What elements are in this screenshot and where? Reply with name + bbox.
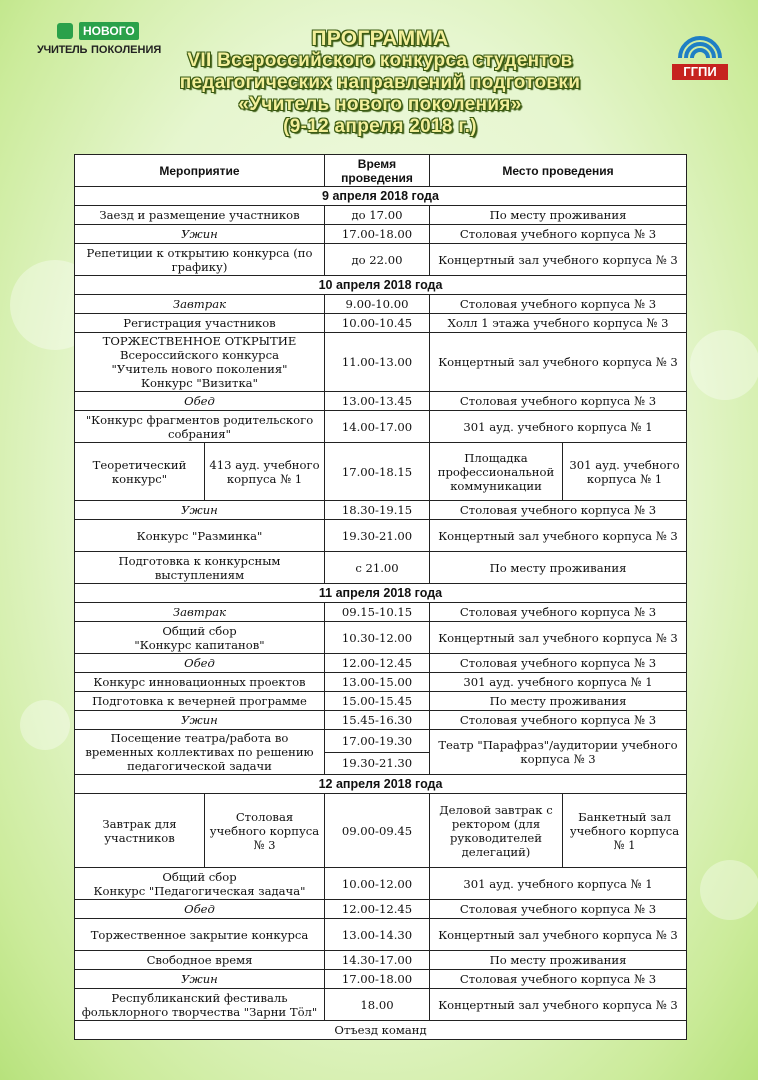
schedule-table	[74, 154, 687, 1040]
checkmark-icon	[57, 23, 73, 39]
event-cell: Регистрация участников	[75, 314, 325, 333]
day-label: 12 апреля 2018 года	[75, 775, 687, 794]
time-cell: 9.00-10.00	[325, 295, 430, 314]
event-cell: Репетиции к открытию конкурса (по графику)	[75, 244, 325, 276]
place-cell: Театр "Парафраз"/аудитории учебного корпуса № 3	[430, 730, 687, 775]
time-cell: 15.45-16.30	[325, 711, 430, 730]
time-cell: 19.30-21.00	[325, 520, 430, 552]
place-cell: По месту проживания	[430, 692, 687, 711]
event-cell: Посещение театра/работа во временных коллективах по решению педагогической задачи	[75, 730, 325, 775]
table-row	[75, 692, 687, 711]
title-line-2: VII Всероссийского конкурса студентов	[187, 50, 573, 71]
background-bubble	[700, 860, 758, 920]
time-cell: 17.00-19.30	[325, 730, 430, 753]
event-line: "Учитель нового поколения"	[111, 362, 288, 376]
day-row	[75, 775, 687, 794]
event-cell: Заезд и размещение участников	[75, 206, 325, 225]
time-cell: 10.30-12.00	[325, 622, 430, 654]
table-row	[75, 919, 687, 951]
title-line-5: (9-12 апреля 2018 г.)	[283, 116, 477, 137]
event-cell: Конкурс "Разминка"	[75, 520, 325, 552]
table-row	[75, 225, 687, 244]
background-bubble	[20, 700, 70, 750]
program-title	[110, 28, 650, 138]
header	[0, 0, 758, 150]
table-row	[75, 501, 687, 520]
time-cell: 10.00-10.45	[325, 314, 430, 333]
place-cell: Столовая учебного корпуса № 3	[430, 711, 687, 730]
day-label: 11 апреля 2018 года	[75, 584, 687, 603]
table-row	[75, 654, 687, 673]
event-line: Всероссийского конкурса	[119, 348, 280, 362]
event-cell: Обед	[75, 392, 325, 411]
table-row	[75, 314, 687, 333]
event-cell: Теоретический конкурс"	[75, 443, 205, 501]
event-line: "Конкурс капитанов"	[134, 637, 265, 652]
event-line: Конкурс "Визитка"	[141, 376, 258, 390]
event-cell: Подготовка к конкурсным выступлениям	[75, 552, 325, 584]
logo-word-uchitel: УЧИТЕЛЬ	[37, 44, 88, 56]
header-place: Место проведения	[430, 155, 687, 187]
time-cell: 12.00-12.45	[325, 900, 430, 919]
event-line: Общий сбор	[162, 869, 237, 884]
place-cell: 301 ауд. учебного корпуса № 1	[430, 868, 687, 900]
time-cell: 13.00-13.45	[325, 392, 430, 411]
day-row	[75, 584, 687, 603]
table-row	[75, 622, 687, 654]
event-cell: Обед	[75, 900, 325, 919]
place-cell: Концертный зал учебного корпуса № 3	[430, 520, 687, 552]
table-row	[75, 1021, 687, 1040]
day-row	[75, 187, 687, 206]
table-row	[75, 244, 687, 276]
time-cell: 18.00	[325, 989, 430, 1021]
event-cell: Республиканский фестиваль фольклорного творчества "Зарни Тӧл"	[75, 989, 325, 1021]
table-row	[75, 411, 687, 443]
place-cell: По месту проживания	[430, 552, 687, 584]
table-row	[75, 730, 687, 753]
time-cell: до 22.00	[325, 244, 430, 276]
time-cell: 17.00-18.15	[325, 443, 430, 501]
event-cell: Ужин	[75, 711, 325, 730]
table-row	[75, 970, 687, 989]
title-line-1: ПРОГРАММА	[311, 27, 449, 50]
table-row	[75, 989, 687, 1021]
place-cell: Столовая учебного корпуса № 3	[430, 392, 687, 411]
event-cell: Завтрак	[75, 295, 325, 314]
time-cell: 15.00-15.45	[325, 692, 430, 711]
time-cell: 13.00-15.00	[325, 673, 430, 692]
time-cell: 09.00-09.45	[325, 794, 430, 868]
place-cell: 301 ауд. учебного корпуса № 1	[563, 443, 687, 501]
place-cell: Концертный зал учебного корпуса № 3	[430, 622, 687, 654]
event-cell: Ужин	[75, 970, 325, 989]
time-cell: 18.30-19.15	[325, 501, 430, 520]
table-row	[75, 673, 687, 692]
event-line: Общий сбор	[162, 623, 237, 638]
time-cell: 13.00-14.30	[325, 919, 430, 951]
table-row	[75, 333, 687, 392]
day-label: 10 апреля 2018 года	[75, 276, 687, 295]
time-cell: с 21.00	[325, 552, 430, 584]
time-cell: до 17.00	[325, 206, 430, 225]
table-row	[75, 868, 687, 900]
place-cell: Банкетный зал учебного корпуса № 1	[563, 794, 687, 868]
place-cell: Концертный зал учебного корпуса № 3	[430, 919, 687, 951]
place-cell: Столовая учебного корпуса № 3	[205, 794, 325, 868]
header-event: Мероприятие	[75, 155, 325, 187]
event-cell: "Конкурс фрагментов родительского собрания"	[75, 411, 325, 443]
event-cell	[75, 868, 325, 900]
event-line: Конкурс "Педагогическая задача"	[93, 883, 306, 898]
time-cell: 11.00-13.00	[325, 333, 430, 392]
time-cell: 14.30-17.00	[325, 951, 430, 970]
event-cell: Завтрак для участников	[75, 794, 205, 868]
place-cell: Столовая учебного корпуса № 3	[430, 970, 687, 989]
event-cell: Завтрак	[75, 603, 325, 622]
arcs-icon	[676, 24, 724, 62]
table-row	[75, 206, 687, 225]
time-cell: 12.00-12.45	[325, 654, 430, 673]
event-cell: Обед	[75, 654, 325, 673]
table-row	[75, 603, 687, 622]
table-header-row	[75, 155, 687, 187]
title-line-4: «Учитель нового поколения»	[238, 94, 522, 115]
place-cell: Столовая учебного корпуса № 3	[430, 900, 687, 919]
time-cell: 17.00-18.00	[325, 225, 430, 244]
table-row	[75, 520, 687, 552]
event-cell: Свободное время	[75, 951, 325, 970]
event-cell	[75, 622, 325, 654]
table-row	[75, 552, 687, 584]
place-cell: Столовая учебного корпуса № 3	[430, 603, 687, 622]
table-row	[75, 900, 687, 919]
time-cell: 19.30-21.30	[325, 752, 430, 775]
event-cell: Конкурс инновационных проектов	[75, 673, 325, 692]
title-line-3: педагогических направлений подготовки	[179, 72, 581, 93]
table-row	[75, 392, 687, 411]
place-cell: 413 ауд. учебного корпуса № 1	[205, 443, 325, 501]
institute-logo	[672, 24, 728, 84]
table-row	[75, 711, 687, 730]
event-cell: Отъезд команд	[75, 1021, 687, 1040]
day-label: 9 апреля 2018 года	[75, 187, 687, 206]
header-time: Время проведения	[325, 155, 430, 187]
event-cell: Ужин	[75, 501, 325, 520]
table-row	[75, 443, 687, 501]
event-cell: Площадка профессиональной коммуникации	[430, 443, 563, 501]
event-line: ТОРЖЕСТВЕННОЕ ОТКРЫТИЕ	[102, 334, 297, 348]
time-cell: 17.00-18.00	[325, 970, 430, 989]
place-cell: По месту проживания	[430, 206, 687, 225]
table-row	[75, 951, 687, 970]
place-cell: Столовая учебного корпуса № 3	[430, 654, 687, 673]
event-cell: Подготовка к вечерней программе	[75, 692, 325, 711]
place-cell: По месту проживания	[430, 951, 687, 970]
time-cell: 09.15-10.15	[325, 603, 430, 622]
table-row	[75, 794, 687, 868]
table-row	[75, 295, 687, 314]
place-cell: Концертный зал учебного корпуса № 3	[430, 333, 687, 392]
place-cell: Концертный зал учебного корпуса № 3	[430, 244, 687, 276]
place-cell: Столовая учебного корпуса № 3	[430, 295, 687, 314]
place-cell: Столовая учебного корпуса № 3	[430, 501, 687, 520]
place-cell: Столовая учебного корпуса № 3	[430, 225, 687, 244]
logo-word-pokoleniya: ПОКОЛЕНИЯ	[91, 44, 162, 56]
event-cell: Ужин	[75, 225, 325, 244]
logo-word-novogo: НОВОГО	[79, 22, 139, 40]
event-cell: Деловой завтрак с ректором (для руководителей делегаций)	[430, 794, 563, 868]
time-cell: 14.00-17.00	[325, 411, 430, 443]
day-row	[75, 276, 687, 295]
place-cell: Холл 1 этажа учебного корпуса № 3	[430, 314, 687, 333]
event-cell	[75, 333, 325, 392]
event-cell: Торжественное закрытие конкурса	[75, 919, 325, 951]
background-bubble	[690, 330, 758, 400]
place-cell: Концертный зал учебного корпуса № 3	[430, 989, 687, 1021]
time-cell: 10.00-12.00	[325, 868, 430, 900]
place-cell: 301 ауд. учебного корпуса № 1	[430, 411, 687, 443]
place-cell: 301 ауд. учебного корпуса № 1	[430, 673, 687, 692]
institute-logo-text: ГГПИ	[672, 64, 728, 80]
